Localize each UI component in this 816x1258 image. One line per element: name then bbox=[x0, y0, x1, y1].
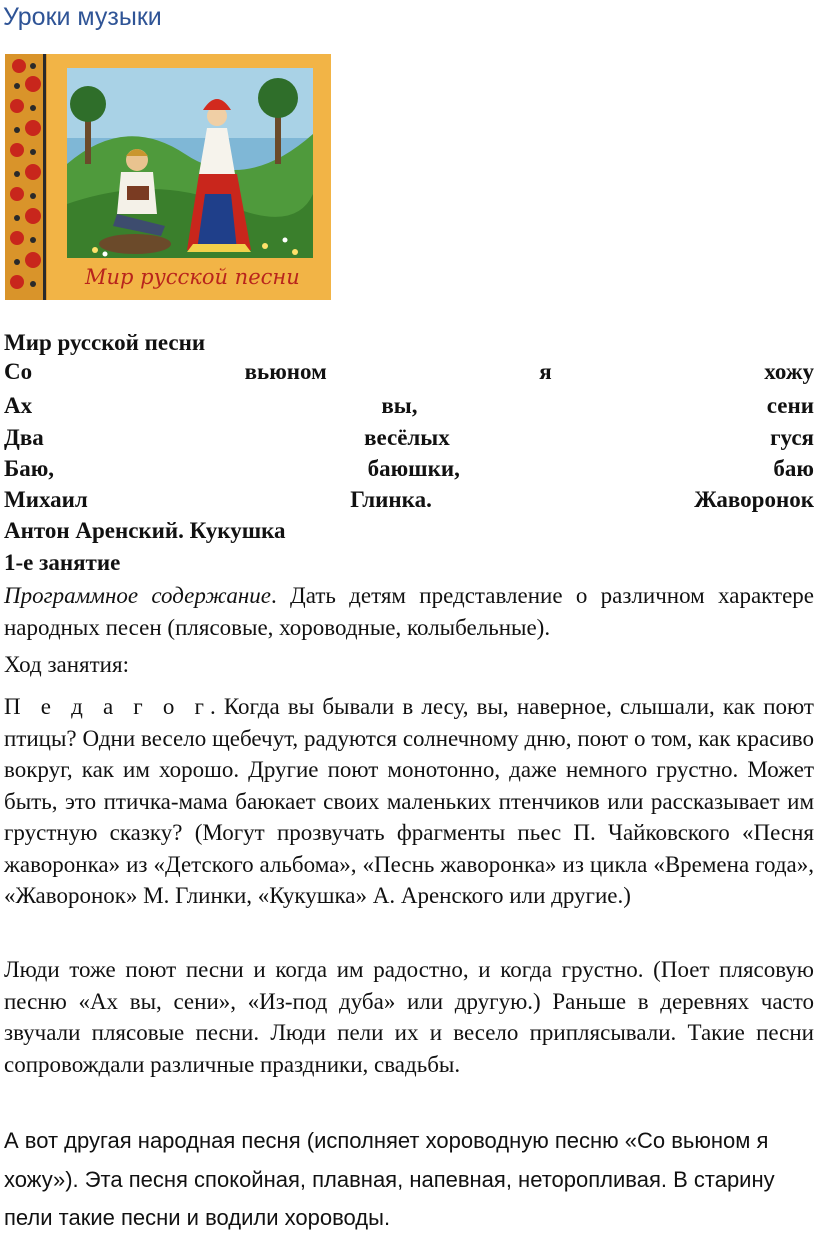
book-heading: Мир русской песни bbox=[4, 330, 206, 355]
book-cover-image bbox=[5, 54, 331, 300]
lesson-title: 1-е занятие bbox=[4, 550, 121, 575]
round-dance-paragraph: А вот другая народная песня (исполняет хороводную песню «Со вьюном я хожу»). Эта песня спокойная, плавная, напевная, неторопливая. В старину пели такие песни и водили хороводы. bbox=[4, 1128, 775, 1230]
song-word: вьюном bbox=[244, 359, 327, 384]
song-word: Жаворонок bbox=[694, 487, 814, 512]
song-word: баю bbox=[773, 456, 814, 481]
song-line-1 bbox=[4, 357, 814, 387]
song-word: Со bbox=[4, 359, 33, 384]
cover-caption: Мир русской песни bbox=[85, 265, 300, 289]
song-line-2 bbox=[4, 391, 814, 421]
program-label: Программное содержание bbox=[4, 583, 271, 608]
lesson-flow-label: Ход занятия: bbox=[4, 652, 129, 677]
song-word: баюшки, bbox=[367, 456, 460, 481]
song-word: Баю, bbox=[4, 456, 55, 481]
teacher-text: . Когда вы бывали в лесу, вы, наверное, слышали, как поют птицы? Одни весело щебечут, радуются солнечному дню, поют о том, как красиво вокруг, как им хорошо. Другие поют монотонно, даже немного грустно. Может быть, это птичка-мама баюкает своих маленьких птенчиков или рассказывает им грустную сказку? (Могут прозвучать фрагменты пьес П. Чайковского «Песня жаворонка» из «Детского альбома», «Песнь жаворонка» из цикла «Времена года», «Жаворонок» М. Глинки, «Кукушка» А. Аренского или другие.) bbox=[4, 694, 814, 908]
song-word: Два bbox=[4, 425, 44, 450]
arensky-line: Антон Аренский. Кукушка bbox=[4, 518, 286, 543]
song-line-4 bbox=[4, 454, 814, 484]
teacher-paragraph bbox=[4, 691, 814, 912]
program-paragraph bbox=[4, 580, 814, 643]
song-word: весёлых bbox=[364, 425, 450, 450]
song-word: я bbox=[539, 359, 552, 384]
song-word: хожу bbox=[764, 359, 814, 384]
song-word: Ах bbox=[4, 393, 33, 418]
song-word: Михаил bbox=[4, 487, 88, 512]
song-word: сени bbox=[766, 393, 814, 418]
song-line-5 bbox=[4, 485, 814, 515]
teacher-label: П е д а г о г bbox=[4, 694, 210, 719]
program-text: . Дать детям представление о различном характере народных песен (плясовые, хороводные, колыбельные). bbox=[4, 583, 814, 640]
song-word: гуся bbox=[770, 425, 814, 450]
people-paragraph: Люди тоже поют песни и когда им радостно, и когда грустно. (Поет плясовую песню «Ах вы, сени», «Из-под дуба» или другую.) Раньше в деревнях часто звучали плясовые песни. Люди пели их и весело приплясывали. Такие песни сопровождали различные праздники, свадьбы. bbox=[4, 957, 814, 1077]
song-line-3 bbox=[4, 423, 814, 453]
site-title: Уроки музыки bbox=[3, 3, 162, 31]
song-word: Глинка. bbox=[350, 487, 432, 512]
song-word: вы, bbox=[381, 393, 418, 418]
